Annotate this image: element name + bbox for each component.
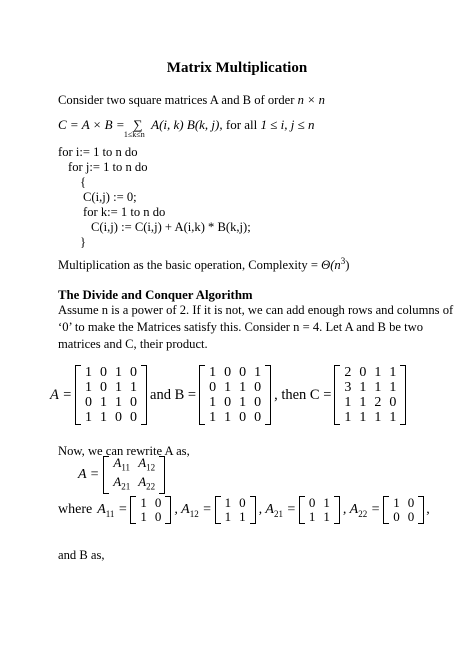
code-line-4: C(i,j) := 0; (83, 190, 137, 204)
formula-cond-text: for all (225, 117, 258, 132)
matrix-b-cell: 0 (209, 380, 217, 395)
a11-matrix (130, 496, 171, 524)
matrix-c-cell: 1 (344, 395, 352, 410)
intro-math: n × n (297, 93, 325, 107)
matrix-b-cell: 1 (224, 380, 232, 395)
complexity-math: Θ(n (321, 258, 341, 273)
block-equation (78, 455, 165, 492)
a11-cell: 0 (154, 495, 162, 510)
rewrite-text: Now, we can rewrite A as, (58, 444, 190, 458)
matrix-c-cell: 1 (374, 410, 382, 425)
matrix-c-cell: 0 (389, 395, 397, 410)
code-line-6: C(i,j) := C(i,j) + A(i,k) * B(k,j); (91, 220, 251, 234)
matrix-b-cell: 0 (254, 410, 262, 425)
a21-label: , $A_{21}$ = (258, 501, 296, 519)
matrix-c-cell: 1 (374, 380, 382, 395)
complexity-text: Multiplication as the basic operation, Complexity = (58, 258, 318, 273)
matrix-b-cell: 0 (224, 395, 232, 410)
matrix-c-cell: 1 (359, 395, 367, 410)
section-heading: The Divide and Conquer Algorithm (58, 288, 253, 302)
matrix-a-cell: 0 (100, 365, 108, 380)
where-end: , (426, 502, 430, 517)
matrix-b-cell: 1 (209, 365, 217, 380)
code-line-2: for j:= 1 to n do (68, 160, 148, 174)
matrix-b-cell: 1 (239, 395, 247, 410)
matrix-c-cell: 3 (344, 380, 352, 395)
matrix-a-cell: 0 (85, 395, 93, 410)
matrix-a-cell: 0 (130, 395, 138, 410)
a21-cell: 1 (323, 509, 330, 524)
block-lhs: A = (78, 467, 100, 482)
code-line-5: for k:= 1 to n do (83, 205, 166, 219)
a11-cell: 1 (140, 509, 147, 524)
para-line-1: Assume n is a power of 2. If it is not, we can add enough rows and columns of (58, 303, 454, 317)
block-matrix (103, 456, 165, 493)
a12-cell: 1 (224, 495, 232, 510)
a11-label: $A_{11}$ = (97, 501, 128, 519)
a22-matrix (383, 496, 424, 524)
formula-term: A(i, k) B(k, j), (151, 117, 223, 132)
matrix-c-cell: 1 (389, 365, 397, 380)
matrix-c-cell: 1 (374, 365, 382, 380)
b-text: and B as, (58, 548, 105, 562)
complexity-close: ) (345, 258, 350, 273)
a12-matrix (215, 496, 256, 524)
matrix-a-cell: 1 (100, 410, 108, 425)
matrix-c-cell: 1 (359, 410, 367, 425)
matrix-c (334, 365, 406, 425)
matrix-b (199, 365, 271, 425)
where-equation (58, 494, 430, 526)
a12-label: , $A_{12}$ = (174, 501, 212, 519)
matrix-a-cell: 0 (130, 410, 138, 425)
matrix-b-cell: 1 (209, 410, 217, 425)
sum-sign: ∑ (133, 117, 143, 132)
sum-symbol (123, 117, 148, 139)
matrix-a-cell: 1 (85, 380, 93, 395)
a22-cell: 0 (407, 509, 415, 524)
matrix-b-cell: 0 (254, 395, 262, 410)
matrix-a-cell: 1 (115, 395, 123, 410)
matrix-c-cell: 0 (359, 365, 367, 380)
matrix-a-cell: 0 (130, 365, 138, 380)
a22-cell: 0 (393, 509, 400, 524)
matrix-a-cell: 0 (100, 380, 108, 395)
complexity-line (58, 254, 349, 273)
matrix-c-cell: 2 (374, 395, 382, 410)
matrix-a (75, 365, 147, 425)
matrix-c-cell: 1 (389, 410, 397, 425)
matrix-c-cell: 1 (359, 380, 367, 395)
matrix-a-cell: 0 (115, 410, 123, 425)
matrix-b-cell: 1 (254, 365, 262, 380)
code-line-7: } (80, 235, 87, 249)
a12-cell: 1 (224, 509, 232, 524)
a12-cell: 1 (239, 509, 246, 524)
matrix-a-cell: 1 (115, 365, 123, 380)
code-line-1: for i:= 1 to n do (58, 145, 138, 159)
a11-cell: 1 (140, 495, 147, 510)
matrix-a-cell: 1 (115, 380, 123, 395)
matrix-c-label: , then C = (274, 386, 332, 403)
matrix-a-label: A = (50, 386, 73, 403)
a21-cell: 1 (308, 509, 316, 524)
complexity-exp: 3 (340, 256, 346, 266)
matrix-b-cell: 0 (254, 380, 262, 395)
para-line-2: ‘0’ to make the Matrices satisfy this. Consider n = 4. Let A and B be two (58, 320, 424, 334)
sum-subscript: 1≤k≤n (123, 130, 145, 139)
matrix-b-cell: 0 (239, 410, 247, 425)
a22-cell: 1 (393, 495, 400, 510)
matrix-a-cell: 1 (130, 380, 138, 395)
a21-cell: 0 (308, 495, 316, 510)
formula-line (58, 117, 315, 139)
formula-lhs: C = A × B = (58, 117, 125, 132)
matrix-c-cell: 1 (344, 410, 352, 425)
block-cell: $A_{22}$ (138, 474, 156, 492)
code-line-3: { (80, 175, 87, 189)
a12-cell: 0 (239, 495, 246, 510)
matrix-a-cell: 1 (100, 395, 108, 410)
a21-matrix (299, 496, 340, 524)
a22-label: , $A_{22}$ = (342, 501, 381, 519)
matrix-a-cell: 1 (85, 365, 93, 380)
where-text: where (58, 502, 93, 517)
page-title: Matrix Multiplication (166, 60, 308, 76)
para-line-3: matrices and C, their product. (58, 337, 208, 351)
a21-cell: 1 (323, 495, 330, 510)
matrix-a-cell: 1 (85, 410, 93, 425)
matrix-b-cell: 0 (239, 365, 247, 380)
a22-cell: 0 (407, 495, 415, 510)
block-cell: $A_{12}$ (138, 455, 156, 473)
matrix-c-cell: 1 (389, 380, 397, 395)
intro-line (58, 93, 325, 108)
matrix-c-cell: 2 (344, 365, 352, 380)
matrix-b-cell: 0 (224, 365, 232, 380)
a11-cell: 0 (154, 509, 162, 524)
formula-cond-math: 1 ≤ i, j ≤ n (260, 117, 315, 132)
matrix-b-cell: 1 (209, 395, 217, 410)
block-cell: $A_{11}$ (113, 455, 131, 473)
matrix-equation (50, 362, 406, 428)
matrix-b-label: and B = (150, 386, 197, 403)
matrix-b-cell: 1 (239, 380, 247, 395)
block-cell: $A_{21}$ (113, 474, 131, 492)
matrix-b-cell: 1 (224, 410, 232, 425)
intro-text: Consider two square matrices A and B of order (58, 93, 295, 107)
